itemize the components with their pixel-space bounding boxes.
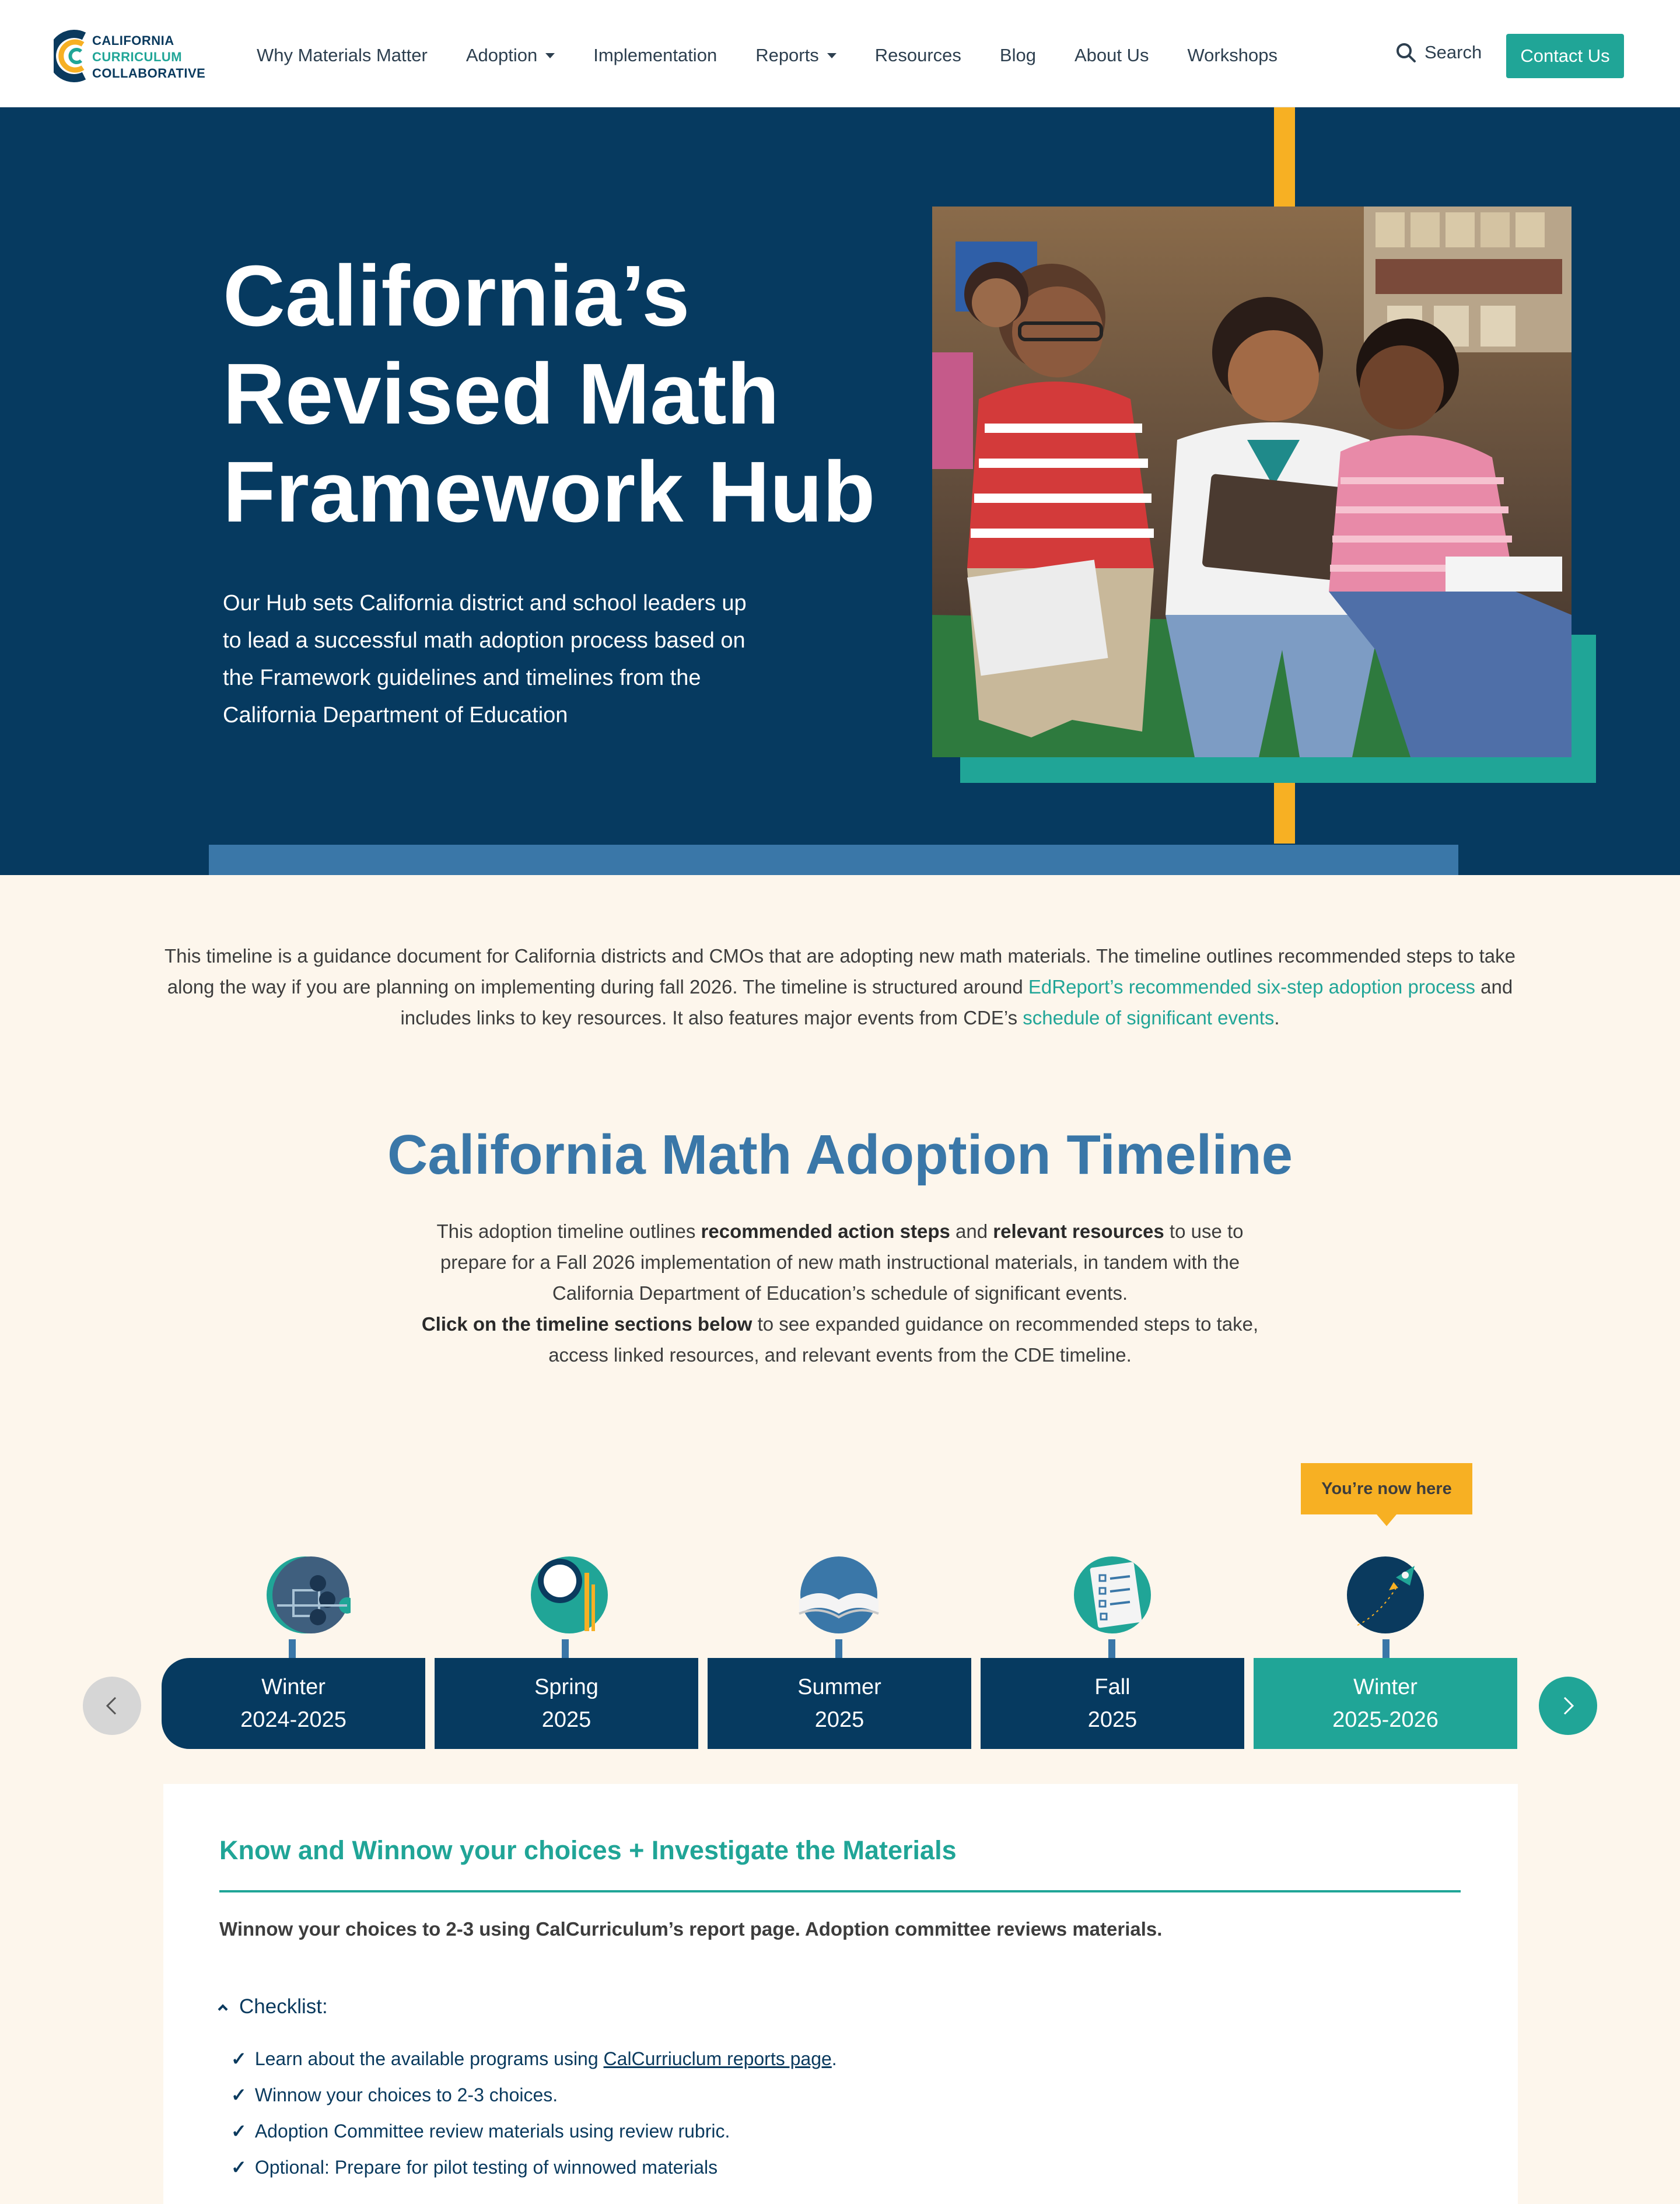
timeline-season: Winter bbox=[1353, 1675, 1418, 1699]
checklist-item bbox=[231, 2041, 837, 2077]
checklist bbox=[231, 2041, 837, 2185]
timeline-next-button[interactable] bbox=[1539, 1677, 1597, 1735]
logo-line-1: CALIFORNIA bbox=[92, 33, 174, 48]
nav-about-us[interactable] bbox=[1074, 45, 1149, 66]
card-divider bbox=[219, 1890, 1461, 1892]
desc-text: This adoption timeline outlines bbox=[436, 1220, 701, 1242]
nav-label: Reports bbox=[755, 45, 819, 65]
checklist-item bbox=[231, 2149, 837, 2185]
site-header bbox=[0, 0, 1680, 107]
timeline-tab-winter-2025-2026[interactable] bbox=[1254, 1658, 1517, 1749]
timeline-prev-button[interactable] bbox=[83, 1677, 141, 1735]
checklist-label: Checklist: bbox=[239, 1995, 328, 2018]
timeline-year: 2024-2025 bbox=[240, 1708, 346, 1732]
checklist-text: . bbox=[831, 2048, 837, 2069]
nav-workshops[interactable] bbox=[1187, 45, 1278, 66]
nav-label: Resources bbox=[874, 45, 961, 65]
edreports-adoption-link[interactable]: EdReport’s recommended six-step adoption process bbox=[1028, 976, 1475, 998]
main-menu bbox=[257, 41, 1316, 70]
contact-us-button[interactable]: Contact Us bbox=[1506, 34, 1624, 78]
hero-title-line-3: Framework Hub bbox=[223, 444, 876, 540]
hero-title bbox=[223, 247, 923, 541]
chevron-up-icon bbox=[218, 2004, 228, 2014]
site-logo[interactable] bbox=[54, 28, 211, 84]
calcurriculum-reports-link[interactable]: CalCurriuclum reports page bbox=[603, 2048, 832, 2069]
intro-text: This timeline is a guidance document for California districts and CMOs that are adopting new math materials. The timeline outlines recommended steps to take along the way if you are planning on implementing during fall 2026. The timeline is structured around bbox=[164, 945, 1516, 998]
timeline-connector bbox=[835, 1639, 842, 1660]
decorative-blue-bar bbox=[209, 845, 1458, 875]
checklist-text: Optional: Prepare for pilot testing of winnowed materials bbox=[254, 2157, 718, 2178]
nav-label: Blog bbox=[999, 45, 1036, 65]
desc-bold: relevant resources bbox=[993, 1220, 1164, 1242]
nav-label: Workshops bbox=[1187, 45, 1278, 65]
desc-text: to see expanded guidance on recommended steps to take, access linked resources, and relevant events from the CDE timeline. bbox=[548, 1313, 1259, 1366]
timeline-tab-summer-2025[interactable] bbox=[708, 1658, 971, 1749]
checklist-text: Learn about the available programs using bbox=[254, 2048, 598, 2069]
card-title: Know and Winnow your choices + Investigate the Materials bbox=[219, 1835, 957, 1865]
timeline-connector bbox=[562, 1639, 569, 1660]
timeline-detail-card bbox=[163, 1784, 1518, 2204]
nav-resources[interactable] bbox=[875, 45, 961, 66]
checkmark-icon: ✓ bbox=[231, 2157, 247, 2178]
nav-reports[interactable] bbox=[755, 45, 836, 66]
timeline-connector bbox=[289, 1639, 296, 1660]
timeline-year: 2025 bbox=[541, 1708, 592, 1732]
checkmark-icon: ✓ bbox=[231, 2084, 247, 2105]
caret-down-icon bbox=[827, 53, 836, 58]
you-are-here-badge: You’re now here bbox=[1301, 1463, 1472, 1514]
logo-wordmark bbox=[92, 33, 205, 82]
checkmark-icon: ✓ bbox=[231, 2048, 247, 2069]
hero-section bbox=[0, 107, 1680, 875]
timeline-season: Fall bbox=[1094, 1675, 1130, 1699]
checklist-toggle[interactable] bbox=[219, 1995, 328, 2018]
card-lead: Winnow your choices to 2-3 using CalCurriculum’s report page. Adoption committee reviews materials. bbox=[219, 1918, 1163, 1940]
nav-blog[interactable] bbox=[1000, 45, 1036, 66]
nav-label: About Us bbox=[1074, 45, 1149, 65]
intro-paragraph bbox=[158, 940, 1522, 1033]
logo-line-3: COLLABORATIVE bbox=[92, 66, 206, 81]
chevron-right-icon bbox=[1556, 1694, 1580, 1717]
nav-label: Adoption bbox=[466, 45, 538, 65]
nav-label: Why Materials Matter bbox=[257, 45, 428, 65]
intro-text: . bbox=[1274, 1007, 1280, 1028]
nav-why-materials-matter[interactable] bbox=[257, 45, 428, 66]
open-book-icon bbox=[793, 1549, 884, 1640]
checklist-text: Winnow your choices to 2-3 choices. bbox=[254, 2084, 558, 2105]
checklist-item bbox=[231, 2077, 837, 2113]
desc-bold: recommended action steps bbox=[701, 1220, 950, 1242]
puzzle-network-icon bbox=[260, 1549, 351, 1640]
search-label: Search bbox=[1424, 42, 1482, 62]
students-photo-image bbox=[932, 207, 1572, 757]
cde-significant-events-link[interactable]: schedule of significant events bbox=[1023, 1007, 1275, 1028]
hero-title-line-1: California’s bbox=[223, 248, 690, 344]
timeline-section-title: California Math Adoption Timeline bbox=[387, 1124, 1293, 1186]
hero-title-line-2: Revised Math bbox=[223, 346, 780, 442]
desc-text: to use to prepare for a Fall 2026 implementation of new math instructional materials, in tandem with the California Department of Education’s schedule of significant events. bbox=[440, 1220, 1244, 1304]
nav-adoption[interactable] bbox=[466, 45, 555, 66]
timeline-tab-winter-2024-2025[interactable] bbox=[162, 1658, 425, 1749]
timeline-connector bbox=[1108, 1639, 1115, 1660]
checklist-icon bbox=[1067, 1549, 1158, 1640]
nav-implementation[interactable] bbox=[593, 45, 717, 66]
timeline-year: 2025 bbox=[814, 1708, 864, 1732]
checkmark-icon: ✓ bbox=[231, 2121, 247, 2142]
checklist-item bbox=[231, 2113, 837, 2149]
search-button[interactable] bbox=[1395, 42, 1482, 63]
timeline-connector bbox=[1382, 1639, 1390, 1660]
timeline-season: Spring bbox=[534, 1675, 598, 1699]
checklist-text: Adoption Committee review materials using review rubric. bbox=[254, 2121, 730, 2142]
hero-photo-students bbox=[932, 207, 1572, 757]
magnifier-icon bbox=[524, 1549, 615, 1640]
timeline-section-description bbox=[402, 1216, 1278, 1370]
desc-text: and bbox=[950, 1220, 993, 1242]
logo-c-mark-icon bbox=[54, 28, 91, 84]
timeline-year: 2025 bbox=[1087, 1708, 1138, 1732]
timeline-year: 2025-2026 bbox=[1332, 1708, 1438, 1732]
timeline-tab-spring-2025[interactable] bbox=[435, 1658, 698, 1749]
logo-line-2: CURRICULUM bbox=[92, 50, 183, 64]
timeline-season: Summer bbox=[797, 1675, 881, 1699]
desc-bold: Click on the timeline sections below bbox=[421, 1313, 752, 1335]
intro-text: and includes links to key resources. It also features major events from CDE’s bbox=[400, 976, 1513, 1028]
timeline-season: Winter bbox=[261, 1675, 326, 1699]
hero-subtitle: Our Hub sets California district and school leaders up to lead a successful math adoption process based on the Framework guidelines and timelines from the California Department of Education bbox=[223, 591, 747, 727]
search-icon bbox=[1395, 42, 1416, 63]
caret-down-icon bbox=[545, 53, 555, 58]
nav-label: Implementation bbox=[593, 45, 718, 65]
timeline-tab-fall-2025[interactable] bbox=[981, 1658, 1244, 1749]
chevron-left-icon bbox=[100, 1694, 124, 1717]
rocket-icon bbox=[1340, 1549, 1431, 1640]
